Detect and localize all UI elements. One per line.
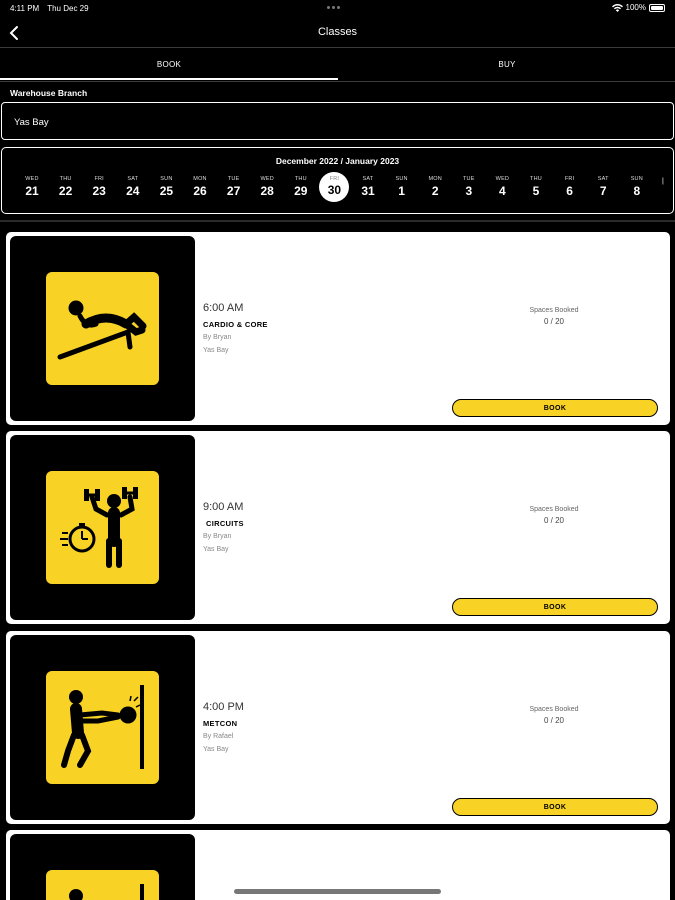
calendar-day[interactable] — [17, 176, 47, 198]
book-button[interactable]: BOOK — [452, 798, 658, 816]
class-trainer: By Bryan — [203, 334, 232, 341]
status-time: 4:11 PM — [10, 4, 40, 13]
calendar-day[interactable] — [588, 176, 618, 198]
day-of-week: FRI — [94, 176, 104, 182]
day-number: 2 — [431, 184, 439, 198]
spaces-booked-label: Spaces Booked — [529, 307, 579, 314]
tab-book[interactable]: BOOK — [156, 60, 182, 69]
day-number: 31 — [361, 184, 375, 198]
class-branch: Yas Bay — [203, 546, 229, 553]
page-title: Classes — [317, 26, 358, 38]
wall-ball-icon — [46, 671, 159, 784]
class-card — [6, 232, 670, 425]
class-name: CARDIO & CORE — [203, 320, 268, 329]
day-number: 3 — [465, 184, 473, 198]
day-of-week: MON — [193, 176, 207, 182]
book-button[interactable]: BOOK — [452, 598, 658, 616]
active-tab-indicator — [0, 78, 338, 80]
day-of-week: THU — [294, 176, 307, 182]
day-number: 26 — [193, 184, 207, 198]
class-card — [6, 631, 670, 824]
calendar-day[interactable] — [252, 176, 282, 198]
class-time: 4:00 PM — [203, 701, 244, 713]
day-number: 22 — [58, 184, 73, 198]
home-indicator[interactable] — [234, 889, 441, 894]
class-branch: Yas Bay — [203, 347, 229, 354]
day-number: 27 — [226, 184, 241, 198]
branch-value: Yas Bay — [14, 117, 49, 128]
day-of-week: SAT — [597, 176, 609, 182]
spaces-booked-value: 0 / 20 — [543, 716, 564, 725]
class-name: CIRCUITS — [206, 519, 244, 528]
branch-label: Warehouse Branch — [10, 88, 88, 98]
day-of-week: SUN — [160, 176, 173, 182]
day-of-week: FRI — [329, 176, 340, 182]
day-number: 4 — [499, 184, 506, 198]
divider — [0, 220, 675, 222]
day-of-week: WED — [260, 176, 274, 182]
navigation-bar — [0, 18, 675, 48]
day-of-week: SAT — [362, 176, 374, 182]
calendar-day[interactable] — [84, 176, 114, 198]
class-branch: Yas Bay — [203, 746, 229, 753]
class-thumbnail — [10, 635, 195, 820]
day-number: 25 — [159, 184, 174, 198]
calendar-day[interactable] — [219, 176, 249, 198]
spaces-booked-value: 0 / 20 — [543, 516, 564, 525]
day-number: 28 — [260, 184, 274, 198]
class-name: METCON — [203, 719, 238, 728]
class-card — [6, 431, 670, 624]
calendar-day[interactable] — [420, 176, 450, 198]
situp-icon — [46, 272, 159, 385]
calendar-day[interactable] — [185, 176, 215, 198]
calendar-day[interactable] — [487, 176, 517, 198]
day-of-week: THU — [59, 176, 72, 182]
spaces-booked-label: Spaces Booked — [529, 706, 579, 713]
class-time: 9:00 AM — [203, 501, 244, 513]
battery-icon — [649, 4, 665, 12]
day-of-week: SUN — [395, 176, 408, 182]
day-of-week: WED — [25, 176, 39, 182]
class-trainer: By Rafael — [203, 733, 234, 740]
day-number: 8 — [633, 184, 641, 198]
calendar-day[interactable] — [353, 176, 383, 198]
class-trainer: By Bryan — [203, 533, 232, 540]
calendar-day[interactable] — [286, 176, 316, 198]
day-of-week: FRI — [564, 176, 575, 182]
calendar-overflow-indicator: | — [662, 178, 664, 185]
battery-percent: 100% — [625, 3, 646, 12]
calendar-day[interactable] — [555, 176, 585, 198]
day-of-week: WED — [495, 176, 510, 182]
day-number: 21 — [25, 184, 39, 198]
day-number: 30 — [327, 183, 342, 197]
day-of-week: MON — [428, 176, 442, 182]
calendar-day[interactable] — [521, 176, 551, 198]
day-number: 7 — [599, 184, 607, 198]
calendar-day[interactable] — [387, 176, 417, 198]
day-number: 23 — [92, 184, 106, 198]
status-bar — [0, 0, 675, 18]
day-number: 1 — [398, 184, 405, 198]
day-of-week: SUN — [630, 176, 643, 182]
day-number: 29 — [294, 184, 308, 198]
calendar-day[interactable] — [454, 176, 484, 198]
day-number: 6 — [566, 184, 573, 198]
tab-bar — [0, 50, 675, 82]
spaces-booked-label: Spaces Booked — [529, 506, 579, 513]
day-of-week: TUE — [462, 176, 475, 182]
day-of-week: THU — [530, 176, 542, 182]
dumbbell-stopwatch-icon — [46, 471, 159, 584]
calendar-day[interactable] — [151, 176, 181, 198]
date-picker — [1, 147, 674, 214]
calendar-month-title: December 2022 / January 2023 — [275, 156, 400, 166]
calendar-day[interactable] — [51, 176, 81, 198]
class-thumbnail — [10, 435, 195, 620]
calendar-day[interactable] — [118, 176, 148, 198]
day-number: 5 — [532, 184, 540, 198]
calendar-day[interactable] — [319, 172, 349, 197]
class-thumbnail — [10, 236, 195, 421]
class-time: 6:00 AM — [203, 302, 244, 314]
class-thumbnail — [10, 834, 195, 900]
branch-select[interactable] — [1, 102, 674, 140]
day-of-week: TUE — [227, 176, 240, 182]
multitasking-dots-icon[interactable] — [327, 6, 340, 9]
book-button[interactable]: BOOK — [452, 399, 658, 417]
calendar-day[interactable] — [622, 176, 652, 198]
tab-buy[interactable]: BUY — [498, 60, 516, 69]
status-date: Thu Dec 29 — [47, 4, 89, 13]
day-of-week: SAT — [127, 176, 139, 182]
day-number: 24 — [126, 184, 140, 198]
wall-ball-icon — [46, 870, 159, 900]
wifi-icon — [612, 4, 623, 12]
spaces-booked-value: 0 / 20 — [543, 317, 564, 326]
